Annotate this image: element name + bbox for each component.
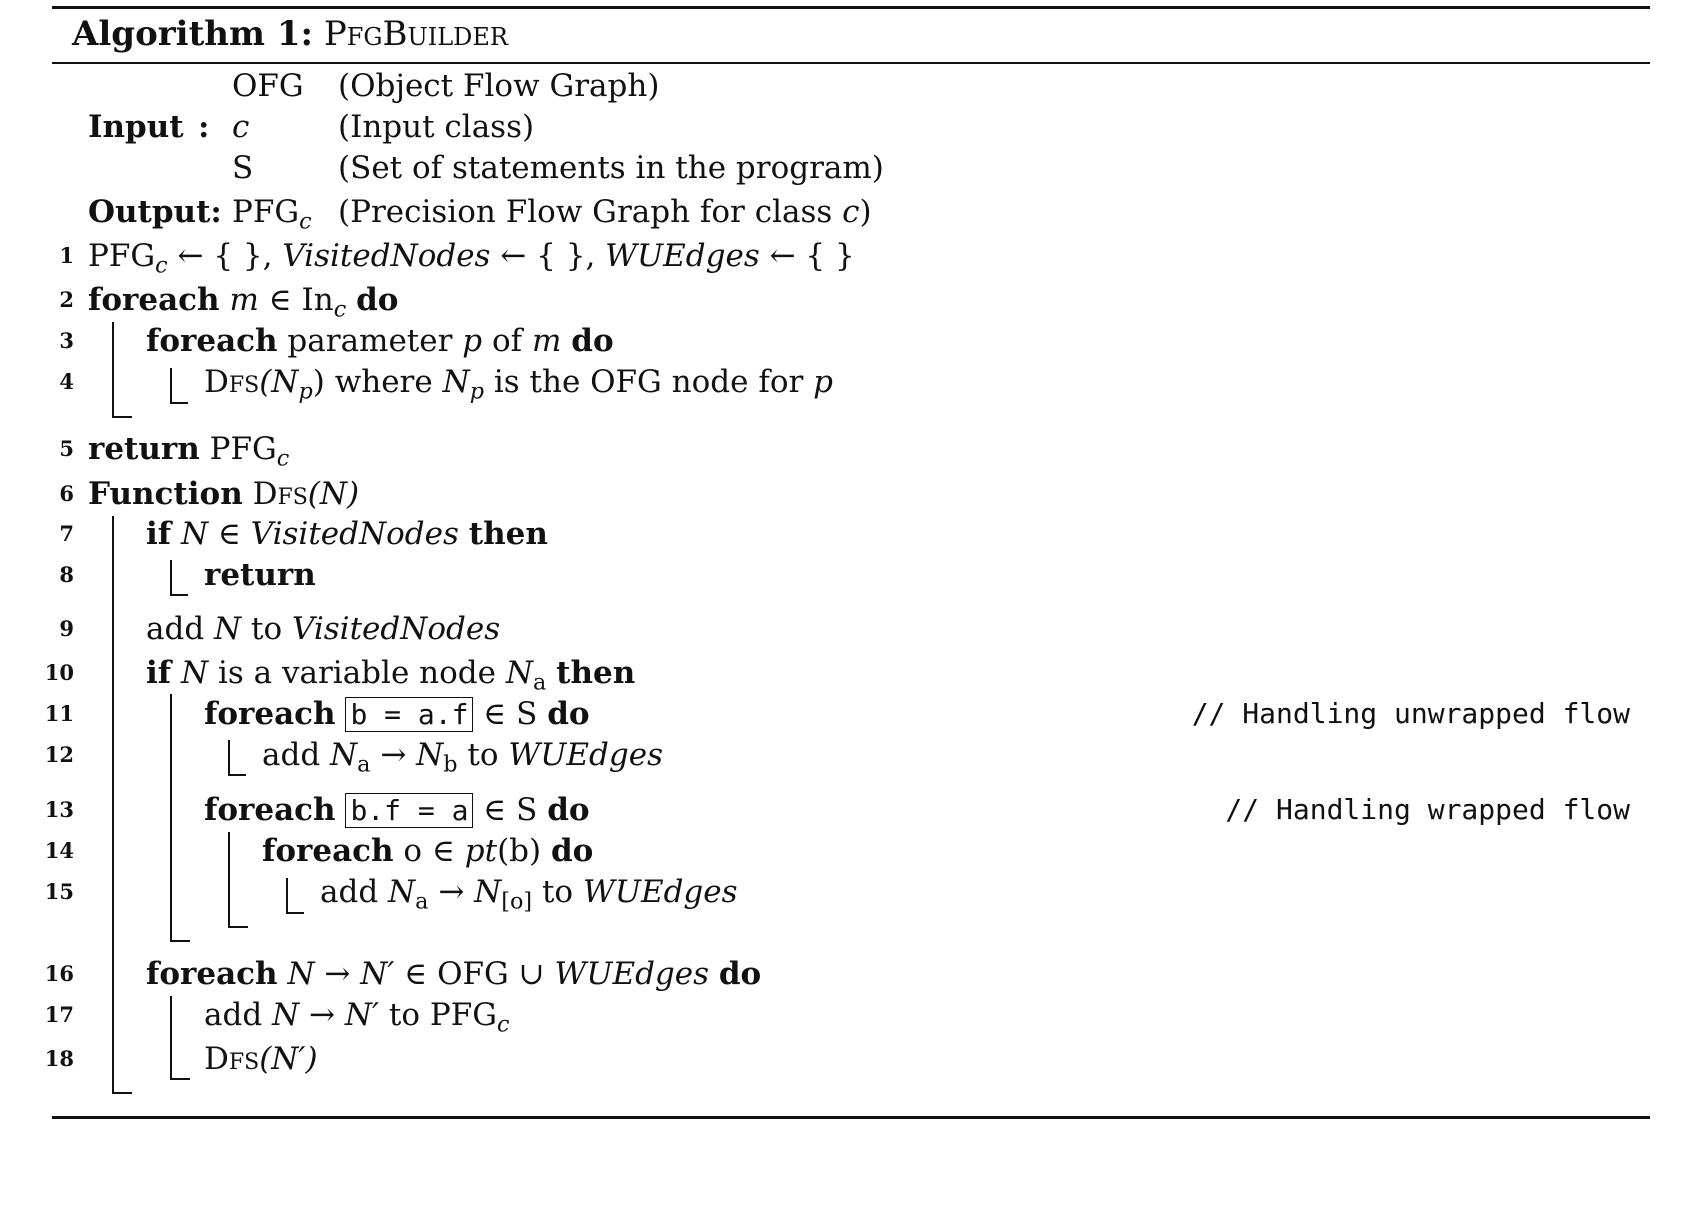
block-end-foreach-m — [112, 416, 132, 418]
block-bar-function — [112, 516, 114, 1094]
line-number: 10 — [44, 660, 74, 685]
line-number: 6 — [59, 481, 74, 506]
top-rule — [52, 6, 1650, 9]
block-bar-foreach-wrap — [228, 832, 230, 928]
block-end-if-visited — [170, 594, 188, 596]
block-end-foreach-p — [170, 402, 188, 404]
block-end-foreach-unwrap — [228, 774, 246, 776]
line-number: 3 — [59, 328, 74, 353]
line-number: 14 — [44, 838, 74, 863]
block-end-foreach-edges — [170, 1078, 190, 1080]
input-desc-ofg: (Object Flow Graph) — [338, 68, 660, 104]
line-number: 9 — [59, 616, 74, 641]
line-number: 15 — [44, 879, 74, 904]
line-number: 11 — [44, 701, 74, 726]
line-number: 5 — [59, 436, 74, 461]
block-bar-foreach-o — [286, 878, 288, 914]
algorithm-label: Algorithm 1: — [72, 14, 314, 54]
line-number: 16 — [44, 961, 74, 986]
line-number: 17 — [44, 1002, 74, 1027]
statement-unwrap: b = a.f — [345, 697, 473, 732]
input-sep: : — [198, 109, 210, 145]
statement-wrap: b.f = a — [345, 793, 473, 828]
output-desc: (Precision Flow Graph for class c) — [338, 194, 872, 230]
header-rule — [52, 62, 1650, 64]
algorithm-name: PfgBuilder — [323, 14, 509, 54]
input-desc-c: (Input class) — [338, 109, 535, 145]
output-label: Output: — [88, 194, 222, 230]
line-number: 7 — [59, 521, 74, 546]
block-end-foreach-wrap — [228, 926, 248, 928]
input-sym-ofg: OFG — [232, 68, 304, 104]
line-number: 13 — [44, 797, 74, 822]
block-bar-if-variable — [170, 694, 172, 942]
block-bar-foreach-unwrap — [228, 740, 230, 776]
input-sym-c: c — [232, 109, 250, 145]
input-label: Input — [88, 109, 184, 145]
comment-wrapped: // Handling wrapped flow — [1225, 793, 1630, 826]
block-end-if-variable — [170, 940, 190, 942]
block-end-foreach-o — [286, 912, 304, 914]
line-number: 1 — [59, 243, 74, 268]
line-number: 18 — [44, 1046, 74, 1071]
line-number: 2 — [59, 287, 74, 312]
input-sym-s: S — [232, 150, 254, 186]
block-bar-foreach-edges — [170, 996, 172, 1080]
output-sym: $PFG_c$ — [232, 194, 312, 235]
line-number: 8 — [59, 562, 74, 587]
algorithm-heading — [72, 14, 508, 54]
block-end-function — [112, 1092, 132, 1094]
block-bar-foreach-p — [170, 368, 172, 404]
line-number: 12 — [44, 742, 74, 767]
bottom-rule — [52, 1116, 1650, 1119]
block-bar-foreach-m — [112, 322, 114, 418]
line-number: 4 — [59, 369, 74, 394]
comment-unwrapped: // Handling unwrapped flow — [1191, 697, 1630, 730]
input-desc-s: (Set of statements in the program) — [338, 150, 884, 186]
block-bar-if-visited — [170, 560, 172, 596]
